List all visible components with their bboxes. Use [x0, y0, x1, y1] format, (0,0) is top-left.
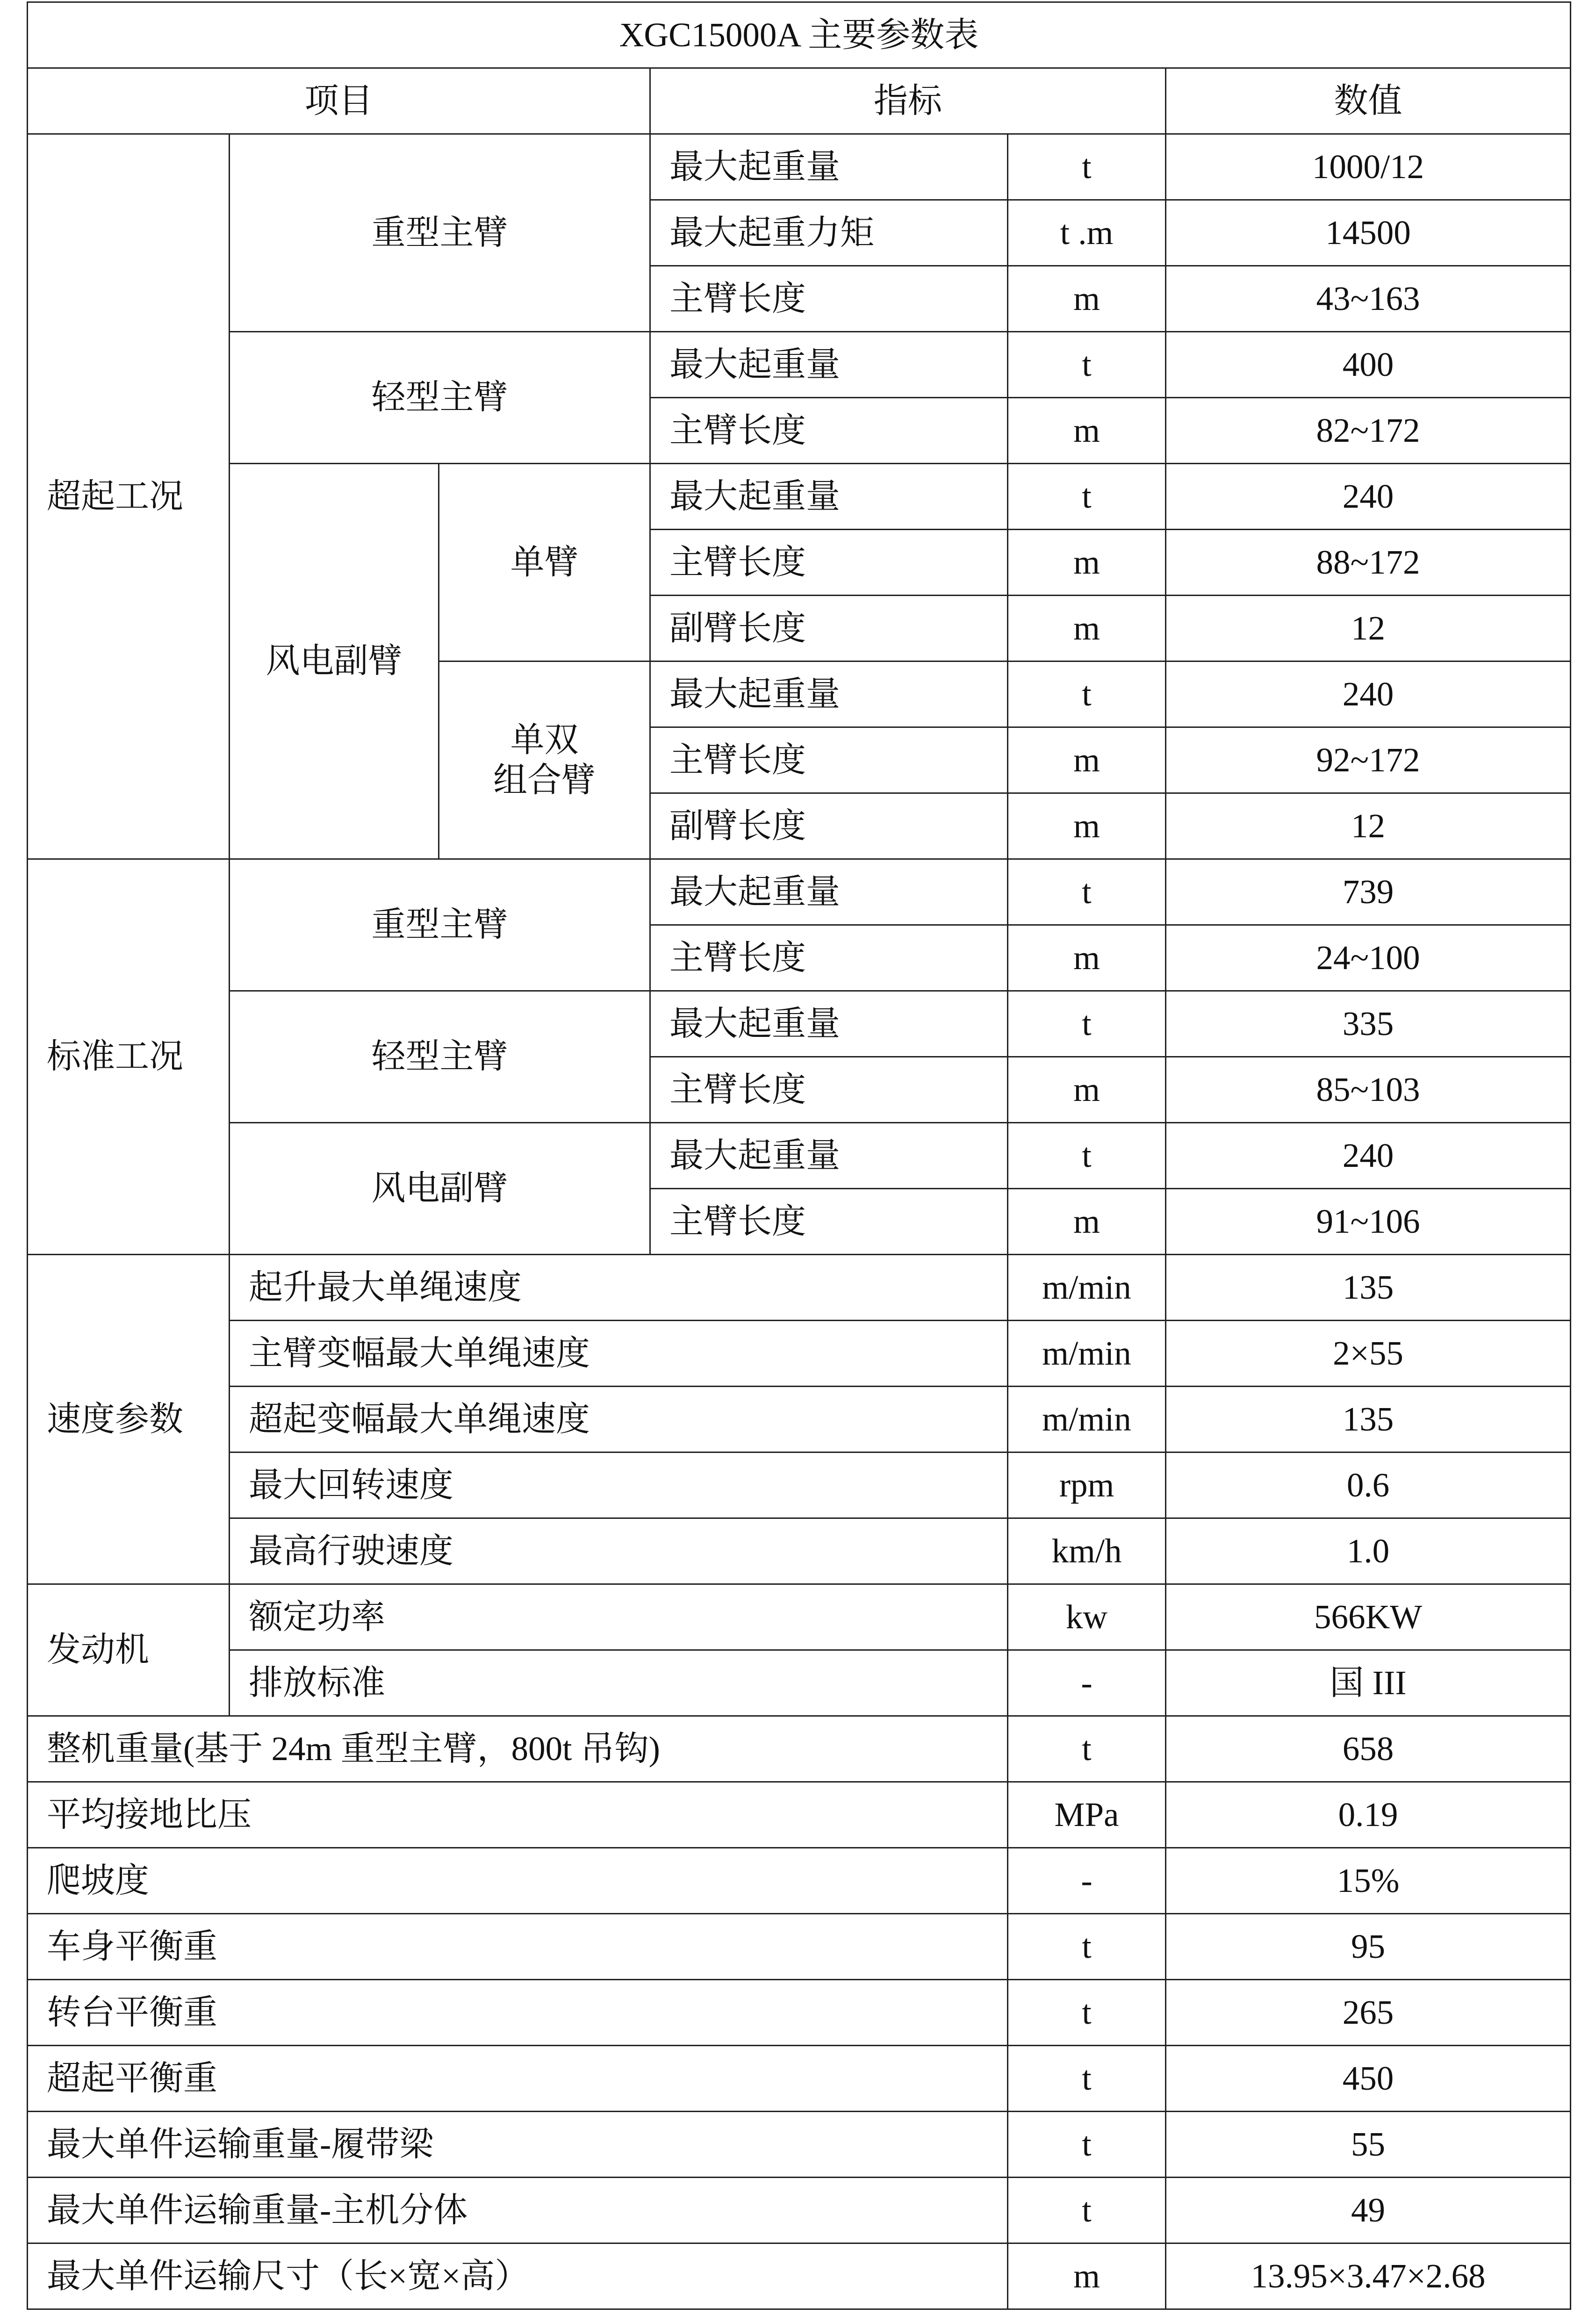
table-row — [28, 464, 1571, 530]
param-unit: t — [1008, 464, 1166, 530]
table-row — [28, 1518, 1571, 1584]
param-unit: t — [1008, 1914, 1166, 1980]
params-table — [27, 1, 1571, 2310]
table-row — [28, 859, 1571, 925]
param-value: 240 — [1166, 464, 1571, 530]
table-row — [28, 1255, 1571, 1321]
param-name: 最大起重量 — [650, 661, 1008, 727]
table-row — [28, 1387, 1571, 1452]
param-name: 主臂长度 — [650, 530, 1008, 596]
param-unit: m — [1008, 266, 1166, 332]
param-unit: m — [1008, 1057, 1166, 1123]
param-name: 爬坡度 — [28, 1848, 1008, 1914]
table-row — [28, 1716, 1571, 1782]
boom-label: 重型主臂 — [230, 134, 650, 332]
param-value: 91~106 — [1166, 1189, 1571, 1255]
param-name: 主臂长度 — [650, 266, 1008, 332]
param-name: 主臂长度 — [650, 925, 1008, 991]
param-value: 739 — [1166, 859, 1571, 925]
table-row — [28, 1584, 1571, 1650]
param-unit: m — [1008, 596, 1166, 661]
param-value: 12 — [1166, 793, 1571, 859]
param-value: 240 — [1166, 1123, 1571, 1189]
param-name: 主臂长度 — [650, 1189, 1008, 1255]
sub-boom-label: 单臂 — [439, 464, 650, 661]
boom-label: 风电副臂 — [230, 1123, 650, 1255]
param-unit: t — [1008, 661, 1166, 727]
param-name: 最大起重量 — [650, 332, 1008, 398]
table-row — [28, 1782, 1571, 1848]
param-value: 49 — [1166, 2178, 1571, 2243]
param-unit: m/min — [1008, 1387, 1166, 1452]
table-row — [28, 1123, 1571, 1189]
param-unit: t — [1008, 332, 1166, 398]
param-value: 400 — [1166, 332, 1571, 398]
param-name: 最大起重量 — [650, 464, 1008, 530]
param-name: 最大起重力矩 — [650, 200, 1008, 266]
param-value: 92~172 — [1166, 727, 1571, 793]
param-value: 55 — [1166, 2112, 1571, 2178]
param-value: 15% — [1166, 1848, 1571, 1914]
param-name: 整机重量(基于 24m 重型主臂，800t 吊钩) — [28, 1716, 1008, 1782]
sub-boom-label — [439, 661, 650, 859]
param-name: 额定功率 — [230, 1584, 1008, 1650]
param-unit: m — [1008, 793, 1166, 859]
param-value: 658 — [1166, 1716, 1571, 1782]
param-unit: MPa — [1008, 1782, 1166, 1848]
table-row — [28, 2046, 1571, 2112]
param-value: 1000/12 — [1166, 134, 1571, 200]
param-value: 85~103 — [1166, 1057, 1571, 1123]
boom-label: 轻型主臂 — [230, 332, 650, 464]
param-unit: m — [1008, 727, 1166, 793]
param-unit: t — [1008, 1123, 1166, 1189]
param-name: 最大起重量 — [650, 859, 1008, 925]
param-unit: m — [1008, 398, 1166, 464]
param-value: 0.6 — [1166, 1452, 1571, 1518]
param-name: 最大回转速度 — [230, 1452, 1008, 1518]
param-name: 排放标准 — [230, 1650, 1008, 1716]
param-unit: t — [1008, 859, 1166, 925]
param-unit: t — [1008, 1716, 1166, 1782]
param-name: 最大起重量 — [650, 134, 1008, 200]
param-value: 0.19 — [1166, 1782, 1571, 1848]
param-unit: t — [1008, 2046, 1166, 2112]
table-row — [28, 2178, 1571, 2243]
table-row — [28, 1914, 1571, 1980]
param-unit: m — [1008, 925, 1166, 991]
table-row — [28, 2243, 1571, 2309]
param-name: 主臂长度 — [650, 1057, 1008, 1123]
param-unit: - — [1008, 1650, 1166, 1716]
param-name: 最大起重量 — [650, 991, 1008, 1057]
param-value: 265 — [1166, 1980, 1571, 2046]
header-row — [28, 68, 1571, 134]
table-row — [28, 1980, 1571, 2046]
param-value: 240 — [1166, 661, 1571, 727]
param-unit: m — [1008, 530, 1166, 596]
header-value: 数值 — [1166, 68, 1571, 134]
table-row — [28, 134, 1571, 200]
boom-label: 风电副臂 — [230, 464, 439, 859]
param-name: 最大单件运输尺寸（长×宽×高） — [28, 2243, 1008, 2309]
table-row — [28, 332, 1571, 398]
param-value: 135 — [1166, 1255, 1571, 1321]
table-row — [28, 1650, 1571, 1716]
param-value: 450 — [1166, 2046, 1571, 2112]
table-row — [28, 2112, 1571, 2178]
param-name: 平均接地比压 — [28, 1782, 1008, 1848]
param-value: 14500 — [1166, 200, 1571, 266]
boom-label: 轻型主臂 — [230, 991, 650, 1123]
param-unit: t — [1008, 1980, 1166, 2046]
param-value: 13.95×3.47×2.68 — [1166, 2243, 1571, 2309]
param-name: 超起平衡重 — [28, 2046, 1008, 2112]
param-name: 副臂长度 — [650, 793, 1008, 859]
param-unit: t — [1008, 2178, 1166, 2243]
group-label-standard: 标准工况 — [28, 859, 230, 1255]
group-label-engine: 发动机 — [28, 1584, 230, 1716]
param-value: 95 — [1166, 1914, 1571, 1980]
param-value: 1.0 — [1166, 1518, 1571, 1584]
param-name: 最大起重量 — [650, 1123, 1008, 1189]
param-unit: m — [1008, 1189, 1166, 1255]
param-unit: rpm — [1008, 1452, 1166, 1518]
table-row — [28, 991, 1571, 1057]
header-item: 项目 — [28, 68, 650, 134]
param-name: 主臂长度 — [650, 727, 1008, 793]
param-value: 335 — [1166, 991, 1571, 1057]
param-name: 超起变幅最大单绳速度 — [230, 1387, 1008, 1452]
param-name: 副臂长度 — [650, 596, 1008, 661]
table-row — [28, 1321, 1571, 1387]
group-label-super-lift: 超起工况 — [28, 134, 230, 859]
param-value: 国 III — [1166, 1650, 1571, 1716]
param-unit: km/h — [1008, 1518, 1166, 1584]
param-unit: t — [1008, 134, 1166, 200]
sub-boom-label-line2: 组合臂 — [493, 761, 596, 799]
param-name: 最大单件运输重量-主机分体 — [28, 2178, 1008, 2243]
param-name: 最高行驶速度 — [230, 1518, 1008, 1584]
param-name: 起升最大单绳速度 — [230, 1255, 1008, 1321]
param-unit: - — [1008, 1848, 1166, 1914]
param-value: 12 — [1166, 596, 1571, 661]
param-name: 主臂变幅最大单绳速度 — [230, 1321, 1008, 1387]
param-name: 最大单件运输重量-履带梁 — [28, 2112, 1008, 2178]
group-label-speed: 速度参数 — [28, 1255, 230, 1584]
boom-label: 重型主臂 — [230, 859, 650, 991]
header-indicator: 指标 — [650, 68, 1166, 134]
param-name: 转台平衡重 — [28, 1980, 1008, 2046]
param-value: 88~172 — [1166, 530, 1571, 596]
table-row — [28, 1452, 1571, 1518]
param-value: 566KW — [1166, 1584, 1571, 1650]
param-name: 车身平衡重 — [28, 1914, 1008, 1980]
param-unit: t .m — [1008, 200, 1166, 266]
param-unit: t — [1008, 991, 1166, 1057]
title-row — [28, 2, 1571, 68]
param-value: 2×55 — [1166, 1321, 1571, 1387]
table-title: XGC15000A 主要参数表 — [28, 2, 1571, 68]
param-value: 135 — [1166, 1387, 1571, 1452]
param-unit: m/min — [1008, 1321, 1166, 1387]
param-unit: kw — [1008, 1584, 1166, 1650]
param-unit: t — [1008, 2112, 1166, 2178]
sub-boom-label-line1: 单双 — [510, 720, 579, 759]
param-value: 82~172 — [1166, 398, 1571, 464]
table-row — [28, 1848, 1571, 1914]
param-name: 主臂长度 — [650, 398, 1008, 464]
param-value: 24~100 — [1166, 925, 1571, 991]
param-value: 43~163 — [1166, 266, 1571, 332]
param-unit: m/min — [1008, 1255, 1166, 1321]
param-unit: m — [1008, 2243, 1166, 2309]
